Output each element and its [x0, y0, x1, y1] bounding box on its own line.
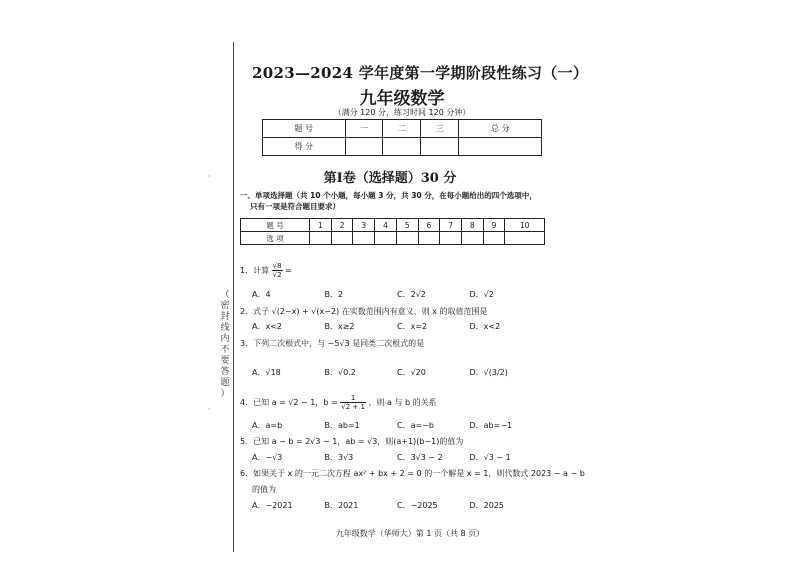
answer-cell: 1 — [310, 219, 332, 232]
answer-cell: 3 — [353, 219, 375, 232]
answer-cell[interactable] — [440, 232, 462, 245]
score-table-score-row — [263, 138, 542, 156]
option[interactable]: B．ab=1 — [324, 421, 360, 430]
option[interactable]: B．√0.2 — [324, 368, 356, 377]
score-cell: 得 分 — [263, 138, 346, 156]
answer-cell[interactable] — [483, 232, 505, 245]
option[interactable]: A．a=b — [252, 421, 283, 430]
fraction — [340, 394, 366, 411]
binding-margin-line — [233, 42, 234, 552]
options-6 — [252, 500, 542, 511]
fraction-numerator: 1 — [340, 394, 366, 403]
option[interactable]: A．x<2 — [252, 322, 282, 331]
question-5: 5．已知 a − b = 2√3 − 1，ab = √3，则(a+1)(b−1)的值为 — [240, 437, 464, 446]
score-table — [262, 119, 542, 156]
option[interactable]: D．√3 − 1 — [469, 453, 511, 462]
margin-mark: · — [208, 405, 211, 414]
answer-cell[interactable] — [353, 232, 375, 245]
question-stem: = — [285, 266, 292, 275]
option[interactable]: D．√(3/2) — [469, 368, 508, 377]
option[interactable]: B．2 — [324, 290, 344, 299]
answer-cell: 选 项 — [241, 232, 310, 245]
exam-subject: 九年级数学 — [359, 89, 445, 109]
section-instructions — [240, 190, 560, 212]
score-cell: 三 — [421, 120, 459, 138]
options-4 — [252, 420, 542, 431]
answer-cell[interactable] — [310, 232, 332, 245]
question-4 — [240, 394, 437, 411]
answer-cell: 7 — [440, 219, 462, 232]
option[interactable]: C．a=−b — [397, 421, 434, 430]
option[interactable]: D．x<2 — [469, 322, 501, 331]
answer-cell: 10 — [505, 219, 545, 232]
question-1 — [240, 262, 292, 279]
seal-line-text: （ 密 封 线 内 不 要 答 题 ） — [220, 290, 230, 399]
answer-table-option-row — [241, 232, 545, 245]
option[interactable]: C．−2025 — [397, 501, 438, 510]
instructions-line: 一、单项选择题（共 10 个小题，每小题 3 分，共 30 分，在每小题给出的四个选项中， — [240, 191, 537, 200]
question-2: 2．式子 √(2−x) + √(x−2) 在实数范围内有意义，则 x 的取值范围是 — [240, 307, 488, 316]
score-cell[interactable] — [459, 138, 542, 156]
fraction — [272, 262, 283, 279]
score-cell[interactable] — [345, 138, 383, 156]
answer-cell[interactable] — [461, 232, 483, 245]
option[interactable]: B．2021 — [324, 501, 359, 510]
option[interactable]: A．−2021 — [252, 501, 293, 510]
margin-mark: · — [208, 172, 211, 181]
option[interactable]: A．4 — [252, 290, 271, 299]
score-cell: 题 号 — [263, 120, 346, 138]
option[interactable]: D．√2 — [469, 290, 494, 299]
question-stem: ，则 a 与 b 的关系 — [368, 398, 437, 407]
option[interactable]: B．3√3 — [324, 453, 354, 462]
score-cell[interactable] — [421, 138, 459, 156]
answer-cell[interactable] — [375, 232, 397, 245]
option[interactable]: A．√18 — [252, 368, 281, 377]
answer-table — [240, 218, 545, 245]
fraction-numerator: √8 — [272, 262, 282, 270]
question-3: 3．下列二次根式中，与 −5√3 是同类二次根式的是 — [240, 339, 425, 348]
answer-cell: 5 — [396, 219, 418, 232]
option[interactable]: C．3√3 − 2 — [397, 453, 443, 462]
section-title: 第Ⅰ卷（选择题）30 分 — [323, 171, 457, 186]
instructions-line: 只有一项是符合题目要求） — [250, 202, 340, 211]
answer-cell[interactable] — [505, 232, 545, 245]
fraction-denominator: √2 — [272, 271, 282, 279]
option[interactable]: C．√20 — [397, 368, 426, 377]
score-cell[interactable] — [383, 138, 421, 156]
option[interactable]: B．x≥2 — [324, 322, 355, 331]
score-cell: 一 — [345, 120, 383, 138]
page-footer: 九年级数学（华师大）第 1 页（共 8 页） — [335, 529, 485, 538]
answer-table-number-row — [241, 219, 545, 232]
option[interactable]: A．−√3 — [252, 453, 283, 462]
score-cell: 总 分 — [459, 120, 542, 138]
option[interactable]: D．2025 — [469, 501, 505, 510]
score-table-header-row — [263, 120, 542, 138]
score-cell: 二 — [383, 120, 421, 138]
answer-cell[interactable] — [396, 232, 418, 245]
answer-cell: 题 号 — [241, 219, 310, 232]
question-stem: 1．计算 — [240, 266, 270, 275]
option[interactable]: C．2√2 — [397, 290, 426, 299]
answer-cell: 8 — [461, 219, 483, 232]
options-3 — [252, 367, 542, 378]
answer-cell: 9 — [483, 219, 505, 232]
question-6-cont: 的值为 — [252, 485, 276, 494]
answer-cell[interactable] — [331, 232, 353, 245]
answer-cell[interactable] — [418, 232, 440, 245]
fraction-denominator: √2 + 1 — [341, 403, 365, 411]
answer-cell: 4 — [375, 219, 397, 232]
options-2 — [252, 321, 542, 332]
score-note: （满分 120 分，练习时间 120 分钟） — [333, 108, 471, 117]
question-6: 6．如果关于 x 的一元二次方程 ax² + bx + 2 = 0 的一个解是 x = 1，则代数式 2023 − a − b — [240, 469, 585, 478]
question-stem: 4．已知 a = √2 − 1，b = — [240, 398, 338, 407]
options-1 — [252, 289, 542, 300]
exam-title: 2023—2024 学年度第一学期阶段性练习（一） — [252, 64, 589, 82]
option[interactable]: D．ab=−1 — [469, 421, 513, 430]
options-5 — [252, 452, 542, 463]
option[interactable]: C．x=2 — [397, 322, 428, 331]
answer-cell: 6 — [418, 219, 440, 232]
answer-cell: 2 — [331, 219, 353, 232]
